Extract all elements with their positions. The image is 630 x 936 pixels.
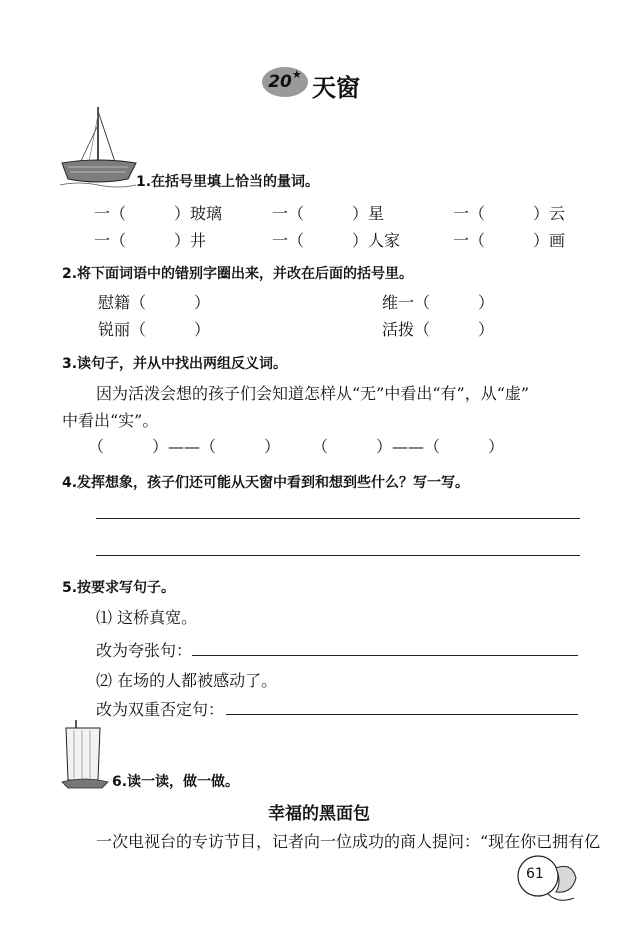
lesson-number-badge: [262, 67, 308, 97]
lesson-number: 20: [268, 72, 292, 92]
measure-word-item: 一（ ）云: [453, 204, 566, 223]
question-6-prompt: 6.读一读，做一做。: [112, 774, 240, 790]
question-5-prompt: 5.按要求写句子。: [62, 580, 176, 596]
page-title: 天窗: [312, 73, 360, 102]
question-3-prompt: 3.读句子，并从中找出两组反义词。: [62, 356, 288, 372]
answer-line: [226, 714, 578, 715]
antonym-pair-blank: （ ）——（ ）: [88, 437, 281, 456]
answer-line: [96, 555, 580, 556]
sentence-item: ⑴ 这桥真宽。: [96, 608, 198, 627]
question-2-prompt: 2.将下面词语中的错别字圈出来，并改在后面的括号里。: [62, 266, 414, 282]
passage-line: 一次电视台的专访节目，记者向一位成功的商人提问：“现在你已拥有亿: [96, 832, 601, 851]
question-4-prompt: 4.发挥想象，孩子们还可能从天窗中看到和想到些什么？写一写。: [62, 475, 470, 491]
rewrite-label: 改为双重否定句：: [96, 700, 225, 719]
sailboat-illustration: [58, 105, 138, 190]
answer-line: [192, 655, 578, 656]
passage-sentence-line: 中看出“实”。: [62, 411, 159, 430]
answer-line: [96, 518, 580, 519]
measure-word-item: 一（ ）井: [94, 231, 207, 250]
measure-word-item: 一（ ）星: [272, 204, 385, 223]
rewrite-label: 改为夸张句：: [96, 641, 193, 660]
passage-title: 幸福的黑面包: [268, 804, 370, 824]
typo-word-item: 慰籍（ ）: [98, 293, 211, 312]
star-icon: ★: [291, 67, 302, 81]
measure-word-item: 一（ ）人家: [272, 231, 401, 250]
passage-sentence-line: 因为活泼会想的孩子们会知道怎样从“无”中看出“有”，从“虚”: [96, 384, 530, 403]
page-number: 61: [526, 866, 544, 882]
sentence-item: ⑵ 在场的人都被感动了。: [96, 671, 278, 690]
measure-word-item: 一（ ）画: [453, 231, 566, 250]
measure-word-item: 一（ ）玻璃: [94, 204, 223, 223]
typo-word-item: 维一（ ）: [382, 293, 495, 312]
antonym-pair-blank: （ ）——（ ）: [312, 437, 505, 456]
fox-page-decoration: [512, 848, 582, 910]
question-1-prompt: 1.在括号里填上恰当的量词。: [136, 174, 320, 190]
typo-word-item: 锐丽（ ）: [98, 320, 211, 339]
bamboo-scroll-illustration: [58, 718, 118, 793]
typo-word-item: 活拨（ ）: [382, 320, 495, 339]
